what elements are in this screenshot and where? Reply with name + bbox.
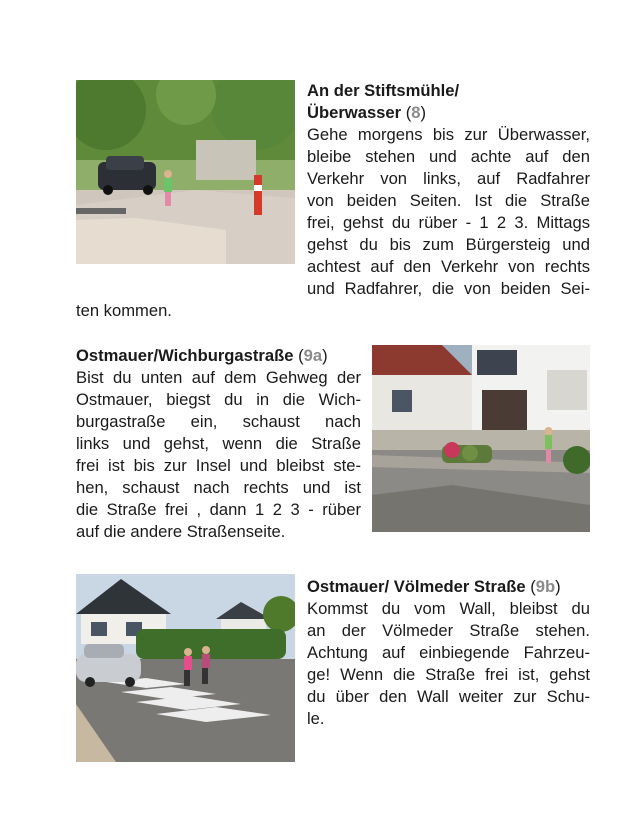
body-line: Kommst du vom Wall, bleibst du [307, 599, 590, 618]
section-title-cont: Überwasser [307, 103, 402, 122]
body-line: gehst du bis zum Bürgersteig und [307, 235, 590, 254]
body-line: achtest auf den Verkehr von rechts [307, 257, 590, 276]
body-line: und Radfahrer, die von beiden Sei- [307, 279, 590, 298]
body-line: auf die andere Straßenseite. [76, 522, 286, 541]
route-number: 9b [535, 577, 556, 596]
section-title: Ostmauer/Wichburgastraße [76, 346, 294, 365]
photo-stiftsmuehle [76, 80, 295, 264]
section-stiftsmuehle-heading: An der Stiftsmühle/ Überwasser (8) [307, 80, 592, 124]
body-line: du über den Wall weiter zur Schu- [307, 687, 590, 706]
body-line: burgastraße ein, schaust nach [76, 412, 361, 431]
body-line: ten kommen. [76, 301, 172, 320]
route-number: 9a [303, 346, 323, 365]
body-line: Ostmauer, biegst du in die Wich- [76, 390, 361, 409]
section-stiftsmuehle-body [307, 124, 590, 300]
body-line: bleibe stehen und achte auf den [307, 147, 590, 166]
body-line: frei, gehst du rüber - 1 2 3. Mittags [307, 213, 590, 232]
body-line: le. [307, 709, 325, 728]
body-line: Bist du unten auf dem Gehweg der [76, 368, 361, 387]
photo-wichburgastrasse [372, 345, 590, 532]
body-line: die Straße frei , dann 1 2 3 - rüber [76, 500, 361, 519]
body-line: an der Völmeder Straße stehen. [307, 621, 590, 640]
section-title: An der Stiftsmühle/ [307, 81, 460, 100]
body-line: frei ist bis zur Insel und bleibst ste- [76, 456, 361, 475]
body-line: von beiden Seiten. Ist die Straße [307, 191, 590, 210]
route-number: 8 [411, 103, 421, 122]
section-voelmeder-strasse: Ostmauer/ Völmeder Straße (9b) Kommst du vom Wall, bleibst du an der Völmeder Straße stehen. Achtung auf einbiegende Fahrzeu- ge! Wenn die Straße frei ist, gehst du über den Wall weiter zur Schu- le. [307, 577, 590, 728]
body-line: Achtung auf einbiegende Fahrzeu- [307, 643, 590, 662]
body-line: hen, schaust nach rechts und ist [76, 478, 361, 497]
section-stiftsmuehle-body-end [76, 300, 376, 322]
body-line: Gehe morgens bis zur Überwasser, [307, 125, 590, 144]
section-wichburgastrasse: Ostmauer/Wichburgastraße (9a) Bist du unten auf dem Gehweg der Ostmauer, biegst du in die Wich- burgastraße ein, schaust nach links und gehst, wenn die Straße frei ist bis zur Insel und bleibst ste- hen, schaust nach rechts und ist die Straße frei , dann 1 2 3 - rüber auf die andere Straßenseite. [76, 346, 361, 541]
section-title: Ostmauer/ Völmeder Straße [307, 577, 526, 596]
photo-voelmeder-strasse [76, 574, 295, 762]
body-line: links und gehst, wenn die Straße [76, 434, 361, 453]
body-line: Verkehr von links, auf Radfahrer [307, 169, 590, 188]
body-line: ge! Wenn die Straße frei ist, gehst [307, 665, 590, 684]
